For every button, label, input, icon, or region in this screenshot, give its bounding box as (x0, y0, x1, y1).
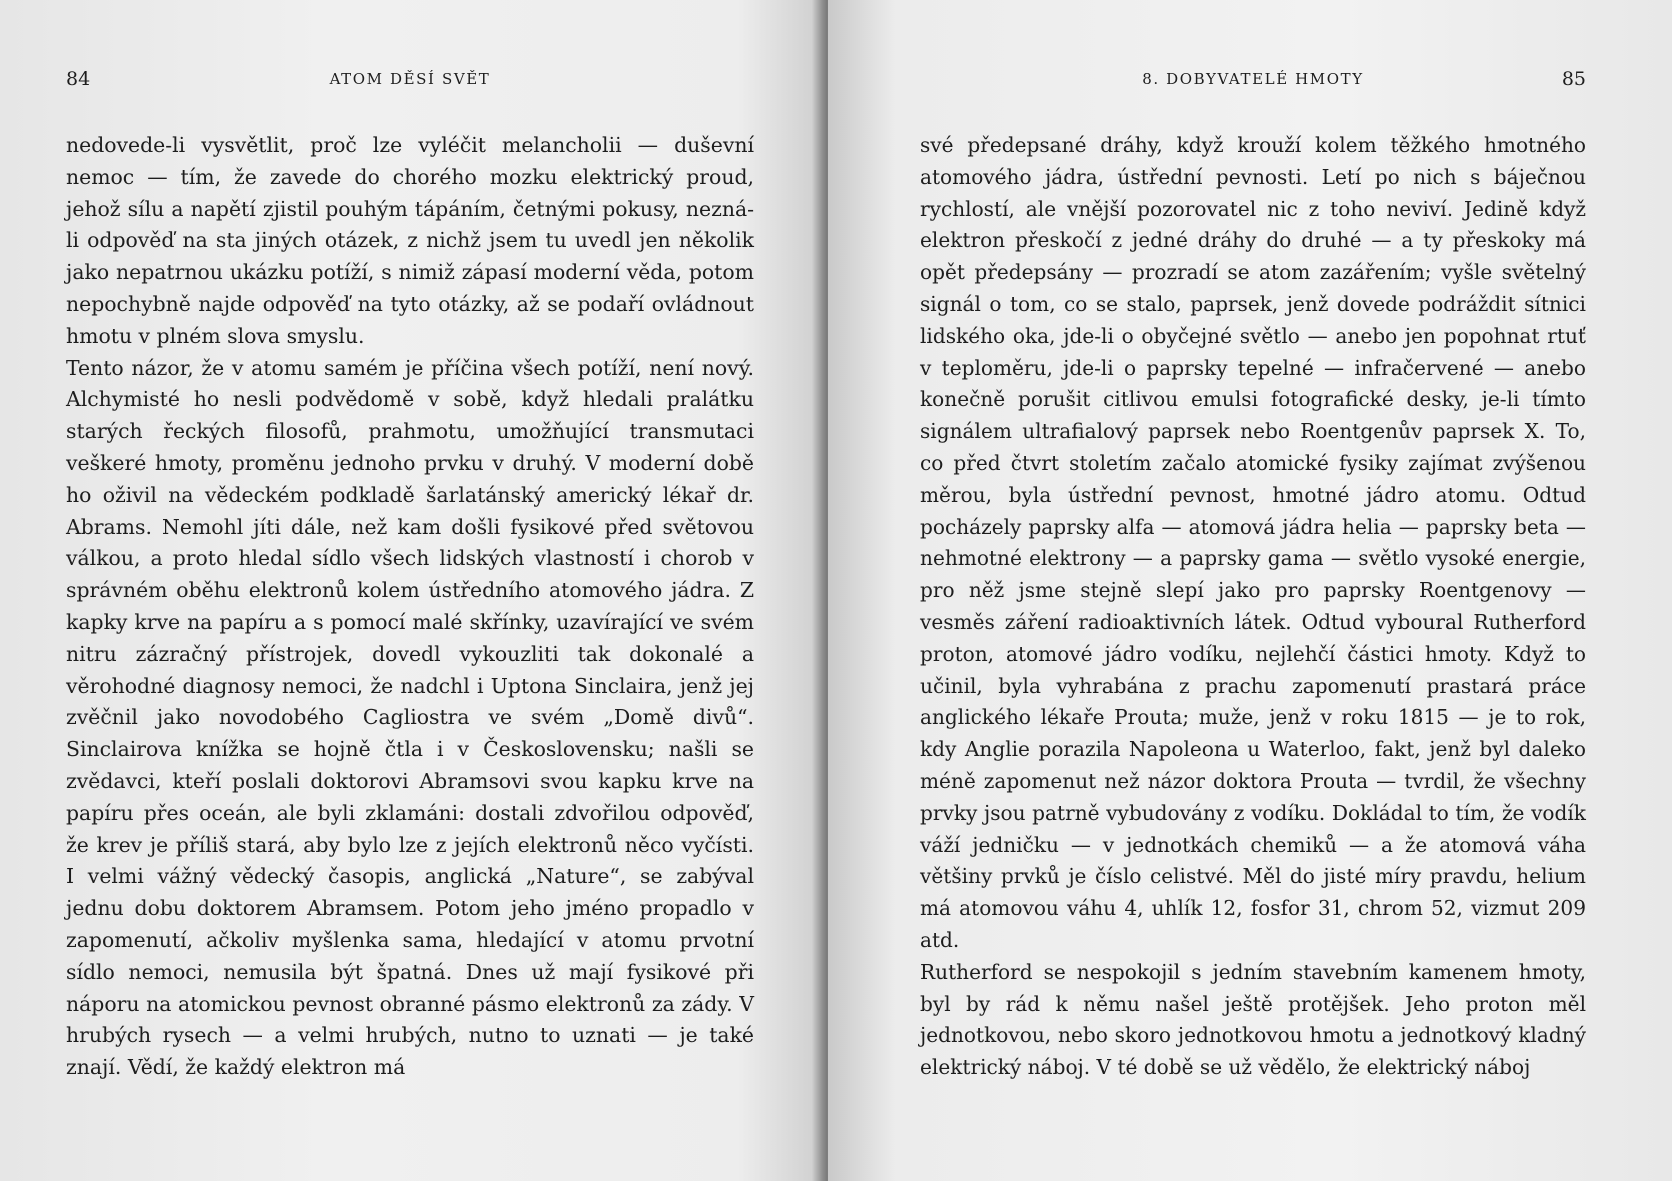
right-body-text (920, 130, 1586, 1084)
left-page-number: 84 (66, 68, 91, 90)
right-paragraph: Rutherford se nespokojil s jedním stavebním kamenem hmoty, byl by rád k němu našel ještě protějšek. Jeho proton měl jednotkovou, nebo skoro jednotkovou hmotu a jednotkový kladný elektrický náboj. V té době se už vědělo, že elektrický náboj (920, 959, 1586, 1080)
left-running-head (66, 68, 754, 96)
right-page (828, 0, 1672, 1181)
left-paragraph: nedovede-li vysvětlit, proč lze vyléčit melancholii — duševní nemoc — tím, že zavede do chorého mozku elektrický proud, jehož sílu a napětí zjistil pouhým tápáním, četnými pokusy, nezná-li odpověď na sta jiných otázek, z nichž jsem tu uvedl jen několik jako nepatrnou ukázku potíží, s nimiž zápasí moderní věda, potom nepochybně najde odpověď na tyto otázky, až se podaří ovládnout hmotu v plném slova smyslu. (66, 133, 754, 348)
right-running-head (920, 68, 1586, 96)
left-body-text (66, 130, 754, 1084)
right-paragraph: své předepsané dráhy, když krouží kolem těžkého hmotného atomového jádra, ústřední pevnosti. Letí po nich s báječnou rychlostí, ale vnější pozorovatel nic z toho neviví. Jedině když elektron přeskočí z jedné dráhy do druhé — a ty přeskoky má opět předepsány — prozradí se atom zazářením; vyšle světelný signál o tom, co se stalo, paprsek, jenž dovede podráždit sítnici lidského oka, jde-li o obyčejné světlo — anebo jen popohnat rtuť v teploměru, jde-li o paprsky tepelné — infračervené — anebo konečně porušit citlivou emulsi fotografické desky, je-li tímto signálem ultrafialový paprsek nebo Roentgenův paprsek X. To, co před čtvrt stoletím začalo atomické fysiky zajímat zvýšenou měrou, byla ústřední pevnost, hmotné jádro atomu. Odtud pocházely paprsky alfa — atomová jádra helia — paprsky beta — nehmotné elektrony — a paprsky gama — světlo vysoké energie, pro něž jsme stejně slepí jako pro paprsky Roentgenovy — vesměs záření radioaktivních látek. Odtud vyboural Rutherford proton, atomové jádro vodíku, nejlehčí částici hmoty. Když to učinil, byla vyhrabána z prachu zapomenutí prastará práce anglického lékaře Prouta; muže, jenž v roku 1815 — je to rok, kdy Anglie porazila Napoleona u Waterloo, fakt, jenž byl daleko méně zapomenut než názor doktora Prouta — tvrdil, že všechny prvky jsou patrně vybudovány z vodíku. Dokládal to tím, že vodík váží jedničku — v jednotkách chemiků — a že atomová váha většiny prvků je číslo celistvé. Měl do jisté míry pravdu, helium má atomovou váhu 4, uhlík 12, fosfor 31, chrom 52, vizmut 209 atd. (920, 133, 1586, 952)
right-page-content (920, 68, 1586, 1084)
left-running-head-title: ATOM DĚSÍ SVĚT (329, 70, 491, 88)
right-running-head-title: 8. DOBYVATELÉ HMOTY (1142, 70, 1364, 88)
right-page-number: 85 (1561, 68, 1586, 90)
left-page-content (66, 68, 754, 1084)
left-paragraph: Tento názor, že v atomu samém je příčina všech potíží, není nový. Alchymisté ho nesli podvědomě v sobě, když hledali pralátku starých řeckých filosofů, prahmotu, umožňující transmutaci veškeré hmoty, proměnu jednoho prvku v druhý. V moderní době ho oživil na vědeckém podkladě šarlatánský americký lékař dr. Abrams. Nemohl jíti dále, než kam došli fysikové před světovou válkou, a proto hledal sídlo všech lidských vlastností i chorob v správném oběhu elektronů kolem ústředního atomového jádra. Z kapky krve na papíru a s pomocí malé skřínky, uzavírající ve svém nitru zázračný přístrojek, dovedl vykouzliti tak dokonalé a věrohodné diagnosy nemoci, že nadchl i Uptona Sinclaira, jenž jej zvěčnil jako novodobého Cagliostra ve svém „Domě divů“. Sinclairova knížka se hojně čtla i v Československu; našli se zvědavci, kteří poslali doktorovi Abramsovi svou kapku krve na papíru přes oceán, ale byli zklamáni: dostali zdvořilou odpověď, že krev je příliš stará, aby bylo lze z jejích elektronů něco vyčísti. I velmi vážný vědecký časopis, anglická „Nature“, se zabýval jednu dobu doktorem Abramsem. Potom jeho jméno propadlo v zapomenutí, ačkoliv myšlenka sama, hledající v atomu prvotní sídlo nemoci, nemusila být špatná. Dnes už mají fysikové při náporu na atomickou pevnost obranné pásmo elektronů za zády. V hrubých rysech — a velmi hrubých, nutno to uznati — je také znají. Vědí, že každý elektron má (66, 355, 754, 1080)
left-page (0, 0, 820, 1181)
